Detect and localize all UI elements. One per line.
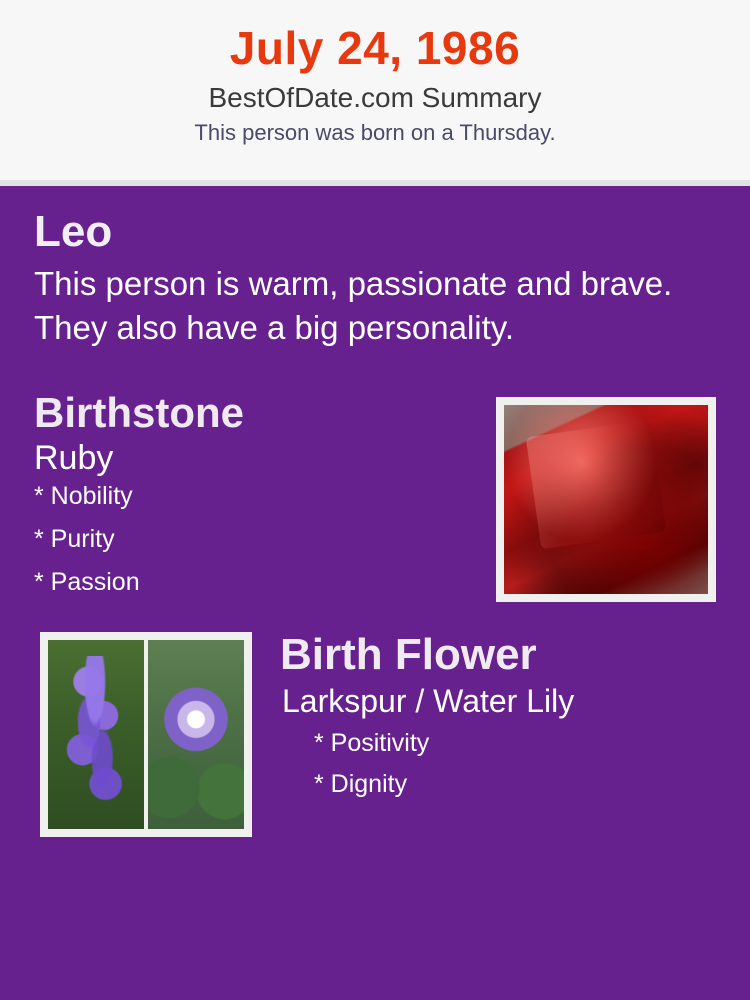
site-name: BestOfDate.com Summary xyxy=(208,81,542,113)
birthstone-text xyxy=(32,391,472,595)
summary-panel xyxy=(0,186,750,1000)
birth-flower-text xyxy=(280,632,718,796)
birthstone-name: Ruby xyxy=(34,438,114,477)
ruby-gemstone-image xyxy=(504,405,708,594)
birth-flower-trait: * Positivity xyxy=(314,728,430,757)
birth-weekday-text: This person was born on a Thursday. xyxy=(194,120,556,146)
birth-flower-title: Birth Flower xyxy=(280,630,537,680)
birthstone-photo-frame xyxy=(496,397,716,602)
zodiac-sign-name: Leo xyxy=(34,207,113,256)
birth-flower-name: Larkspur / Water Lily xyxy=(282,682,575,719)
birthstone-trait: * Purity xyxy=(34,525,115,554)
page-header xyxy=(0,0,750,180)
birthstone-trait: * Passion xyxy=(34,568,140,597)
birth-flower-trait: * Dignity xyxy=(314,769,408,798)
birthstone-trait: * Nobility xyxy=(34,482,133,511)
birthstone-section xyxy=(32,391,718,606)
birth-flower-photo-frame xyxy=(40,632,252,837)
birth-flower-section xyxy=(32,632,718,842)
larkspur-image xyxy=(48,640,144,829)
birthstone-title: Birthstone xyxy=(34,389,244,437)
zodiac-description: This person is warm, passionate and brave. They also have a big personality. xyxy=(34,265,673,346)
page-title: July 24, 1986 xyxy=(229,22,521,74)
water-lily-image xyxy=(148,640,244,829)
